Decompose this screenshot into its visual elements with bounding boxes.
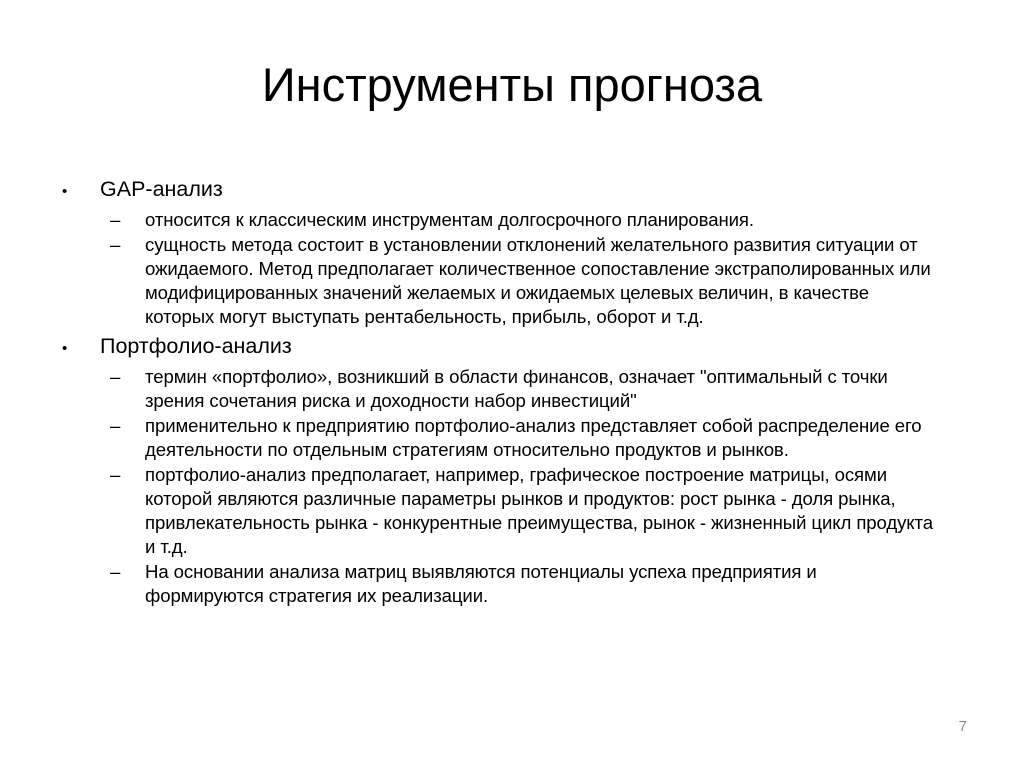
sub-bullet-item xyxy=(110,233,940,329)
sub-bullet-text: На основании анализа матриц выявляются потенциалы успеха предприятия и формируются стратегия их реализации. xyxy=(145,561,817,606)
bullet-marker: • xyxy=(62,183,68,200)
dash-marker: – xyxy=(110,464,121,485)
sub-bullet-text: термин «портфолио», возникший в области финансов, означает "оптимальный с точки зрения сочетания риска и доходности набор инвестиций" xyxy=(145,366,888,411)
dash-marker: – xyxy=(110,234,121,255)
sub-bullet-text: относится к классическим инструментам долгосрочного планирования. xyxy=(145,209,754,230)
bullet-item xyxy=(62,176,940,205)
page-number: 7 xyxy=(958,718,967,735)
sub-bullet-item xyxy=(110,463,940,559)
dash-marker: – xyxy=(110,415,121,436)
sub-bullet-text: сущность метода состоит в установлении отклонений желательного развития ситуации от ожидаемого. Метод предполагает количественное сопоставление экстраполированных или модифицированных значений желаемых и ожидаемых целевых величин, в качестве которых могут выступать рентабельность, прибыль, оборот и т.д. xyxy=(145,234,931,327)
sub-bullet-text: портфолио-анализ предполагает, например, графическое построение матрицы, осями которой являются различные параметры рынков и продуктов: рост рынка - доля рынка, привлекательность рынка - конкурентные преимущества, рынок - жизненный цикл продукта и т.д. xyxy=(145,464,933,557)
sub-bullet-text: применительно к предприятию портфолио-анализ представляет собой распределение его деятельности по отдельным стратегиям относительно продуктов и рынков. xyxy=(145,415,922,460)
dash-marker: – xyxy=(110,209,121,230)
dash-marker: – xyxy=(110,366,121,387)
bullet-item xyxy=(62,333,940,362)
bullet-label: Портфолио-анализ xyxy=(100,334,292,358)
sub-bullet-item xyxy=(110,414,940,462)
sub-bullet-item xyxy=(110,560,940,608)
bullet-marker: • xyxy=(62,340,68,357)
slide-body xyxy=(62,172,940,609)
sub-bullet-item xyxy=(110,365,940,413)
dash-marker: – xyxy=(110,561,121,582)
page-title: Инструменты прогноза xyxy=(261,58,763,111)
sub-bullet-item xyxy=(110,208,940,232)
bullet-label: GAP-анализ xyxy=(100,177,223,201)
